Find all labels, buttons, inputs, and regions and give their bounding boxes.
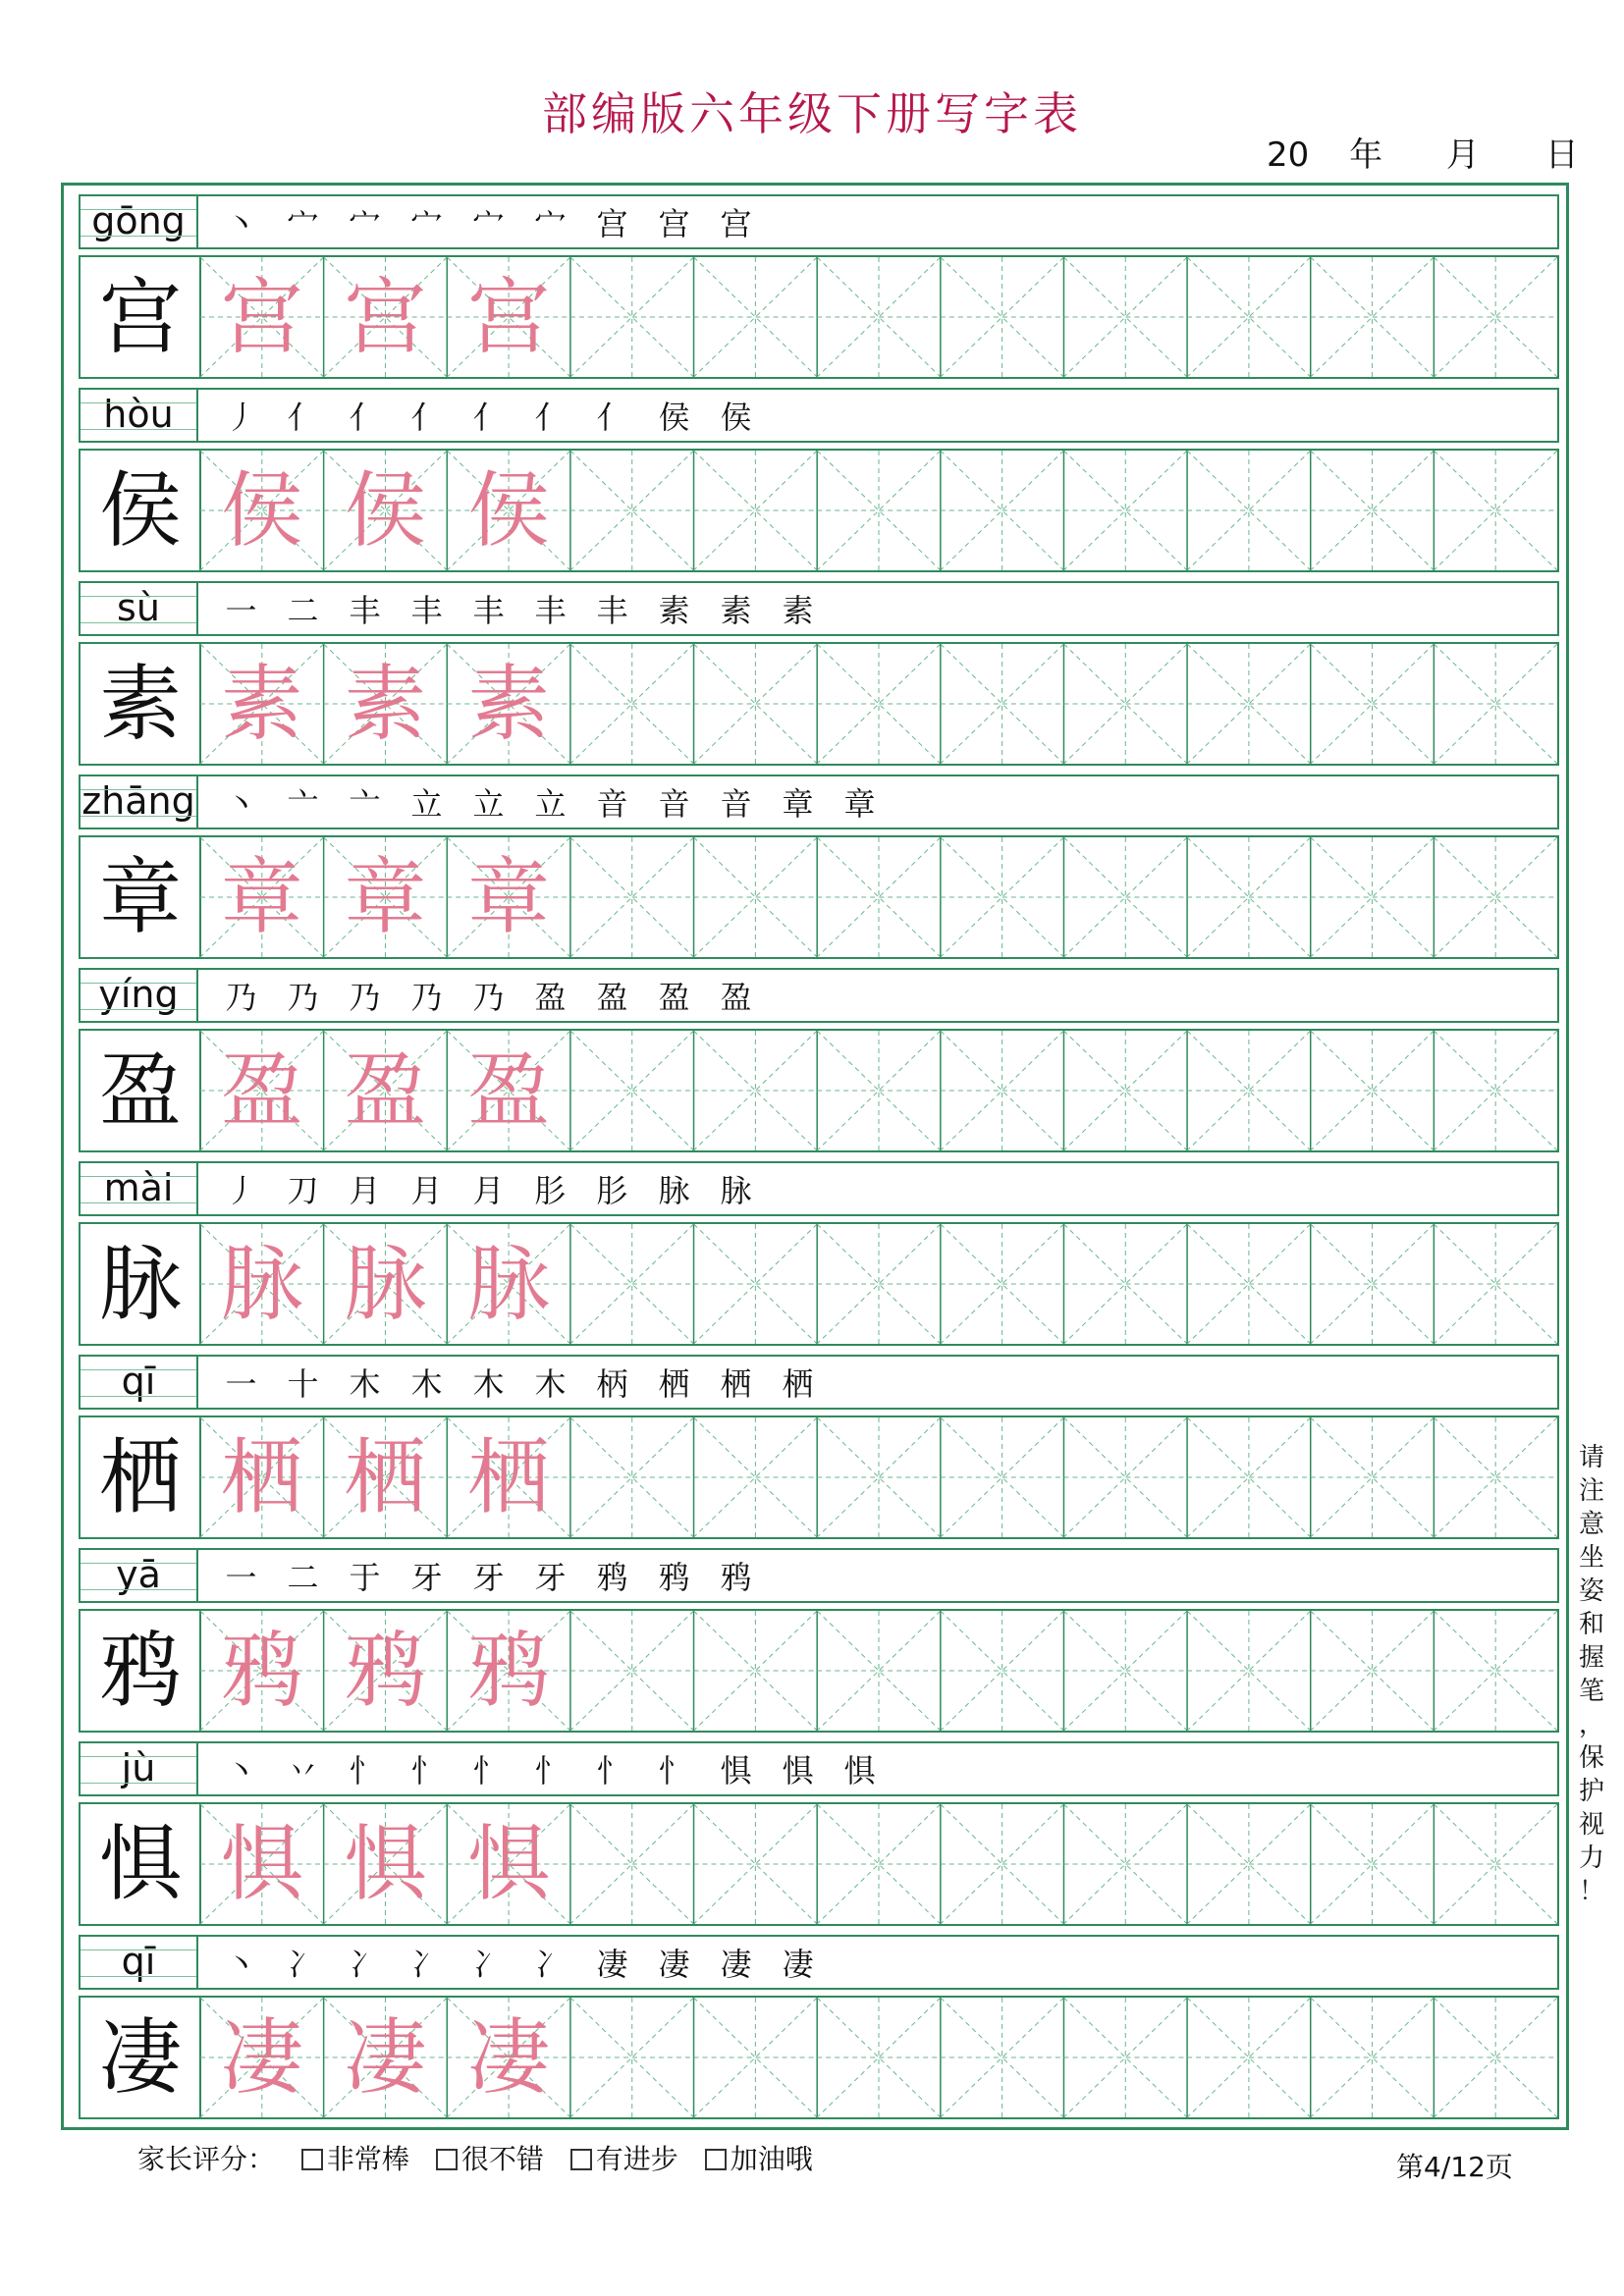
- rating-option-progress[interactable]: 有进步: [570, 2143, 678, 2175]
- pinyin-guide-lines: [81, 1563, 196, 1590]
- pinyin-guide-lines: [81, 1369, 196, 1397]
- pinyin-guide-lines: [81, 789, 196, 817]
- stroke-order: [210, 776, 891, 828]
- stroke-step: 宀: [410, 205, 443, 242]
- stroke-step: 素: [782, 592, 814, 629]
- trace-character[interactable]: 惧: [344, 1816, 427, 1912]
- reminder-char: 姿: [1578, 1576, 1604, 1606]
- pinyin-label: mài: [81, 1163, 198, 1214]
- trace-character[interactable]: 栖: [220, 1429, 303, 1525]
- stroke-step: 音: [720, 785, 752, 823]
- stroke-step: 乃: [287, 979, 319, 1016]
- model-character: 素: [98, 656, 182, 752]
- reminder-char: 注: [1578, 1476, 1604, 1506]
- stroke-step: 凄: [782, 1946, 814, 1983]
- character-entry: [79, 1935, 1559, 2121]
- character-entry: [79, 194, 1559, 381]
- stroke-step: 鸦: [658, 1559, 690, 1596]
- stroke-step: 宀: [472, 205, 505, 242]
- trace-character[interactable]: 鸦: [220, 1623, 303, 1719]
- trace-character[interactable]: 惧: [220, 1816, 303, 1912]
- reminder-char: 视: [1578, 1810, 1604, 1840]
- stroke-step: 牙: [410, 1559, 443, 1596]
- trace-character[interactable]: 盈: [344, 1042, 427, 1139]
- stroke-order: [210, 1937, 829, 1988]
- trace-character[interactable]: 宫: [344, 269, 427, 365]
- trace-character[interactable]: 脉: [220, 1236, 303, 1332]
- stroke-step: 章: [843, 785, 876, 823]
- stroke-step: 刀: [287, 1172, 319, 1209]
- pinyin-guide-lines: [81, 402, 196, 430]
- reminder-char: 握: [1578, 1643, 1604, 1673]
- stroke-step: 忄: [658, 1752, 690, 1789]
- stroke-step: 丰: [596, 592, 628, 629]
- posture-reminder: [1577, 1441, 1606, 1908]
- trace-character[interactable]: 宫: [220, 269, 303, 365]
- stroke-step: 丿: [225, 1172, 257, 1209]
- reminder-char: 笔: [1578, 1677, 1604, 1706]
- pinyin-guide-lines: [81, 1949, 196, 1977]
- stroke-step: 木: [534, 1365, 567, 1403]
- stroke-step: 冫: [349, 1946, 381, 1983]
- reminder-char: 请: [1578, 1443, 1604, 1472]
- trace-character[interactable]: 宫: [467, 269, 551, 365]
- stroke-step: 乃: [410, 979, 443, 1016]
- stroke-step: 牙: [534, 1559, 567, 1596]
- stroke-step: 忄: [472, 1752, 505, 1789]
- stroke-step: 月: [410, 1172, 443, 1209]
- stroke-step: 月: [472, 1172, 505, 1209]
- stroke-step: 亠: [287, 785, 319, 823]
- stroke-step: 忄: [349, 1752, 381, 1789]
- reminder-char: ！: [1578, 1877, 1604, 1906]
- pinyin-row: [79, 194, 1559, 249]
- stroke-step: 鸦: [596, 1559, 628, 1596]
- stroke-step: 宀: [349, 205, 381, 242]
- trace-character[interactable]: 栖: [467, 1429, 551, 1525]
- stroke-order: [210, 1357, 829, 1408]
- trace-character[interactable]: 侯: [467, 462, 551, 559]
- stroke-step: 丰: [410, 592, 443, 629]
- pinyin-guide-lines: [81, 209, 196, 237]
- trace-character[interactable]: 凄: [220, 2009, 303, 2106]
- stroke-step: 栖: [720, 1365, 752, 1403]
- pinyin-row: [79, 1355, 1559, 1410]
- stroke-step: 丰: [534, 592, 567, 629]
- stroke-step: 木: [410, 1365, 443, 1403]
- stroke-step: 章: [782, 785, 814, 823]
- stroke-step: 凄: [658, 1946, 690, 1983]
- stroke-step: 乃: [349, 979, 381, 1016]
- stroke-step: 素: [658, 592, 690, 629]
- rating-label: 家长评分：: [137, 2143, 276, 2175]
- trace-character[interactable]: 鸦: [344, 1623, 427, 1719]
- stroke-order: [210, 970, 767, 1021]
- stroke-step: 丷: [287, 1752, 319, 1789]
- stroke-step: 丶: [225, 205, 257, 242]
- trace-character[interactable]: 鸦: [467, 1623, 551, 1719]
- model-character: 章: [98, 849, 182, 945]
- stroke-step: 亻: [472, 399, 505, 436]
- practice-grid: [79, 1222, 1559, 1346]
- pinyin-row: [79, 1741, 1559, 1796]
- practice-grid: [79, 1415, 1559, 1539]
- pinyin-guide-lines: [81, 1176, 196, 1203]
- stroke-step: 丶: [225, 1752, 257, 1789]
- practice-grid: [79, 1029, 1559, 1152]
- stroke-step: 一: [225, 1559, 257, 1596]
- stroke-step: 冫: [287, 1946, 319, 1983]
- trace-character[interactable]: 惧: [467, 1816, 551, 1912]
- stroke-step: 二: [287, 1559, 319, 1596]
- stroke-step: 盈: [596, 979, 628, 1016]
- pinyin-label: hòu: [81, 390, 198, 441]
- stroke-step: 鸦: [720, 1559, 752, 1596]
- pinyin-label: sù: [81, 583, 198, 634]
- practice-grid: [79, 642, 1559, 766]
- page-title: 部编版六年级下册写字表: [542, 87, 1082, 140]
- stroke-step: 亻: [410, 399, 443, 436]
- stroke-step: 丰: [349, 592, 381, 629]
- character-entry: [79, 581, 1559, 768]
- practice-grid: [79, 449, 1559, 572]
- trace-character[interactable]: 素: [467, 656, 551, 752]
- trace-character[interactable]: 凄: [467, 2009, 551, 2106]
- trace-character[interactable]: 章: [467, 849, 551, 945]
- rating-option-keep-going[interactable]: 加油哦: [705, 2143, 813, 2175]
- character-entry: [79, 968, 1559, 1154]
- stroke-step: 侯: [658, 399, 690, 436]
- pinyin-row: [79, 1935, 1559, 1990]
- trace-character[interactable]: 章: [344, 849, 427, 945]
- trace-character[interactable]: 素: [344, 656, 427, 752]
- trace-character[interactable]: 脉: [344, 1236, 427, 1332]
- pinyin-label: yíng: [81, 970, 198, 1021]
- stroke-step: 月: [349, 1172, 381, 1209]
- stroke-order: [210, 390, 767, 441]
- pinyin-label: qī: [81, 1357, 198, 1408]
- reminder-char: 护: [1578, 1777, 1604, 1806]
- stroke-step: 栖: [782, 1365, 814, 1403]
- stroke-step: 柄: [596, 1365, 628, 1403]
- stroke-step: 丰: [472, 592, 505, 629]
- stroke-step: 侯: [720, 399, 752, 436]
- reminder-char: 保: [1578, 1743, 1604, 1773]
- checkbox[interactable]: [436, 2149, 458, 2170]
- stroke-step: 立: [534, 785, 567, 823]
- stroke-step: 宫: [596, 205, 628, 242]
- pinyin-row: [79, 581, 1559, 636]
- stroke-step: 惧: [782, 1752, 814, 1789]
- stroke-step: 盈: [534, 979, 567, 1016]
- pinyin-row: [79, 388, 1559, 443]
- stroke-step: 乃: [472, 979, 505, 1016]
- trace-character[interactable]: 侯: [344, 462, 427, 559]
- pinyin-label: jù: [81, 1743, 198, 1794]
- trace-character[interactable]: 侯: [220, 462, 303, 559]
- stroke-step: 丶: [225, 785, 257, 823]
- model-character: 鸦: [98, 1623, 182, 1719]
- stroke-step: 宀: [534, 205, 567, 242]
- date-line: [1267, 128, 1579, 176]
- character-entry: [79, 1741, 1559, 1928]
- rating-option-excellent[interactable]: 非常棒: [301, 2143, 409, 2175]
- stroke-step: 肜: [534, 1172, 567, 1209]
- stroke-step: 凄: [596, 1946, 628, 1983]
- date-month: 月: [1445, 135, 1480, 175]
- practice-grid: [79, 1802, 1559, 1926]
- pinyin-label: yā: [81, 1550, 198, 1601]
- trace-character[interactable]: 脉: [467, 1236, 551, 1332]
- reminder-char: ，: [1578, 1710, 1604, 1739]
- practice-grid: [79, 1996, 1559, 2119]
- reminder-char: 力: [1578, 1843, 1604, 1873]
- rating-option-good[interactable]: 很不错: [436, 2143, 544, 2175]
- stroke-step: 音: [596, 785, 628, 823]
- stroke-step: 冫: [410, 1946, 443, 1983]
- trace-character[interactable]: 盈: [467, 1042, 551, 1139]
- stroke-step: 一: [225, 592, 257, 629]
- stroke-step: 素: [720, 592, 752, 629]
- pinyin-label: gōng: [81, 196, 198, 247]
- parent-rating: [137, 2138, 813, 2177]
- character-entry: [79, 1548, 1559, 1735]
- practice-grid: [79, 255, 1559, 379]
- model-character: 凄: [98, 2009, 182, 2106]
- stroke-step: 亻: [596, 399, 628, 436]
- pinyin-guide-lines: [81, 1756, 196, 1784]
- model-character: 栖: [98, 1429, 182, 1525]
- checkbox[interactable]: [705, 2149, 727, 2170]
- stroke-step: 丿: [225, 399, 257, 436]
- stroke-step: 栖: [658, 1365, 690, 1403]
- reminder-char: 意: [1578, 1510, 1604, 1539]
- checkbox[interactable]: [301, 2149, 323, 2170]
- stroke-order: [210, 1163, 767, 1214]
- pinyin-row: [79, 1161, 1559, 1216]
- pinyin-guide-lines: [81, 983, 196, 1010]
- pinyin-guide-lines: [81, 596, 196, 623]
- stroke-step: 乃: [225, 979, 257, 1016]
- pinyin-label: zhāng: [81, 776, 198, 828]
- stroke-step: 盈: [720, 979, 752, 1016]
- character-entry: [79, 774, 1559, 961]
- trace-character[interactable]: 章: [220, 849, 303, 945]
- trace-character[interactable]: 素: [220, 656, 303, 752]
- model-character: 盈: [98, 1042, 182, 1139]
- stroke-step: 木: [472, 1365, 505, 1403]
- stroke-step: 宫: [720, 205, 752, 242]
- stroke-step: 脉: [658, 1172, 690, 1209]
- stroke-step: 冫: [534, 1946, 567, 1983]
- character-entry: [79, 1355, 1559, 1541]
- date-year-prefix: 20: [1267, 135, 1310, 175]
- stroke-step: 肜: [596, 1172, 628, 1209]
- stroke-step: 牙: [472, 1559, 505, 1596]
- stroke-step: 音: [658, 785, 690, 823]
- stroke-step: 立: [472, 785, 505, 823]
- stroke-order: [210, 196, 767, 247]
- stroke-step: 凄: [720, 1946, 752, 1983]
- stroke-step: 脉: [720, 1172, 752, 1209]
- stroke-step: 亻: [287, 399, 319, 436]
- stroke-step: 亻: [349, 399, 381, 436]
- stroke-step: 亠: [349, 785, 381, 823]
- reminder-char: 和: [1578, 1610, 1604, 1639]
- stroke-step: 冫: [472, 1946, 505, 1983]
- pinyin-label: qī: [81, 1937, 198, 1988]
- pinyin-row: [79, 774, 1559, 829]
- stroke-step: 盈: [658, 979, 690, 1016]
- model-character: 惧: [98, 1816, 182, 1912]
- stroke-step: 一: [225, 1365, 257, 1403]
- stroke-step: 忄: [534, 1752, 567, 1789]
- stroke-step: 立: [410, 785, 443, 823]
- date-year: 年: [1349, 135, 1383, 175]
- trace-character[interactable]: 栖: [344, 1429, 427, 1525]
- stroke-order: [210, 1743, 891, 1794]
- pinyin-row: [79, 968, 1559, 1023]
- stroke-step: 惧: [720, 1752, 752, 1789]
- character-entry: [79, 1161, 1559, 1348]
- stroke-step: 二: [287, 592, 319, 629]
- stroke-step: 于: [349, 1559, 381, 1596]
- stroke-order: [210, 583, 829, 634]
- date-day: 日: [1544, 135, 1579, 175]
- trace-character[interactable]: 盈: [220, 1042, 303, 1139]
- trace-character[interactable]: 凄: [344, 2009, 427, 2106]
- stroke-step: 宀: [287, 205, 319, 242]
- stroke-step: 忄: [410, 1752, 443, 1789]
- model-character: 侯: [98, 462, 182, 559]
- reminder-char: 坐: [1578, 1543, 1604, 1573]
- stroke-step: 宫: [658, 205, 690, 242]
- stroke-step: 木: [349, 1365, 381, 1403]
- stroke-order: [210, 1550, 767, 1601]
- model-character: 脉: [98, 1236, 182, 1332]
- stroke-step: 忄: [596, 1752, 628, 1789]
- practice-grid: [79, 1609, 1559, 1733]
- character-entry: [79, 388, 1559, 574]
- model-character: 宫: [98, 269, 182, 365]
- stroke-step: 十: [287, 1365, 319, 1403]
- pinyin-row: [79, 1548, 1559, 1603]
- page-number: 第4/12页: [1396, 2151, 1513, 2183]
- checkbox[interactable]: [570, 2149, 592, 2170]
- stroke-step: 惧: [843, 1752, 876, 1789]
- stroke-step: 亻: [534, 399, 567, 436]
- practice-grid: [79, 835, 1559, 959]
- stroke-step: 丶: [225, 1946, 257, 1983]
